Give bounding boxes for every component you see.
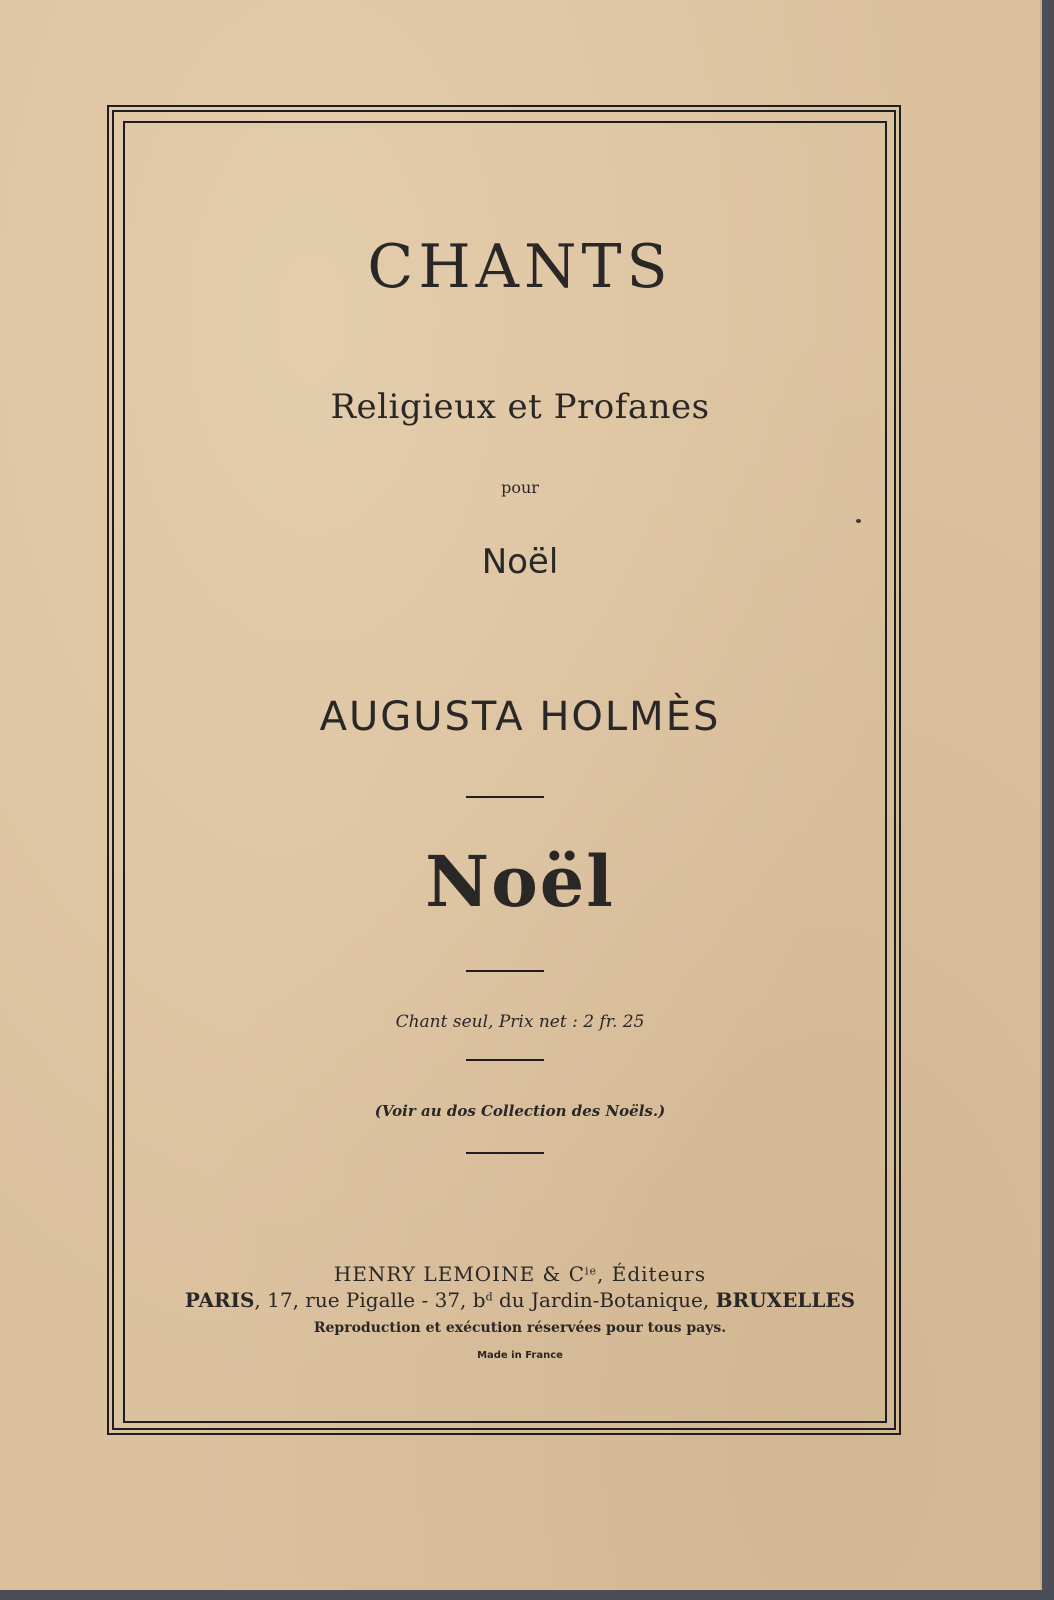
piece-title: Noël: [425, 840, 615, 923]
occasion-text: Noël: [481, 542, 559, 582]
publisher-name-sup: ie: [585, 1264, 598, 1278]
publisher-name: [0, 1262, 1040, 1286]
divider-rule: [466, 970, 544, 972]
address-sup: d: [485, 1290, 493, 1304]
address-street-1: , 17, rue Pigalle - 37, b: [254, 1288, 486, 1312]
paper-speck: [856, 519, 861, 523]
collection-subtitle: Religieux et Profanes: [330, 387, 710, 427]
preposition-text: pour: [501, 478, 539, 497]
address-city-paris: PARIS: [184, 1288, 255, 1312]
collection-title: CHANTS: [367, 232, 673, 302]
address-street-2: du Jardin-Botanique,: [492, 1288, 716, 1312]
composer-name: AUGUSTA HOLMÈS: [319, 694, 721, 740]
inner-border-frame: [123, 121, 887, 1423]
collection-note: (Voir au dos Collection des Noëls.): [374, 1102, 666, 1120]
publisher-name-suffix: , Éditeurs: [597, 1262, 707, 1286]
publisher-name-prefix: HENRY LEMOINE & C: [333, 1262, 585, 1286]
divider-rule: [466, 796, 544, 798]
origin-notice: Made in France: [477, 1350, 563, 1361]
publisher-address: [0, 1288, 1040, 1312]
rights-notice: Reproduction et exécution réservées pour tous pays.: [313, 1320, 727, 1336]
address-city-bruxelles: BRUXELLES: [715, 1288, 856, 1312]
divider-rule: [466, 1152, 544, 1154]
price-line: Chant seul, Prix net : 2 fr. 25: [395, 1012, 645, 1032]
divider-rule: [466, 1059, 544, 1061]
